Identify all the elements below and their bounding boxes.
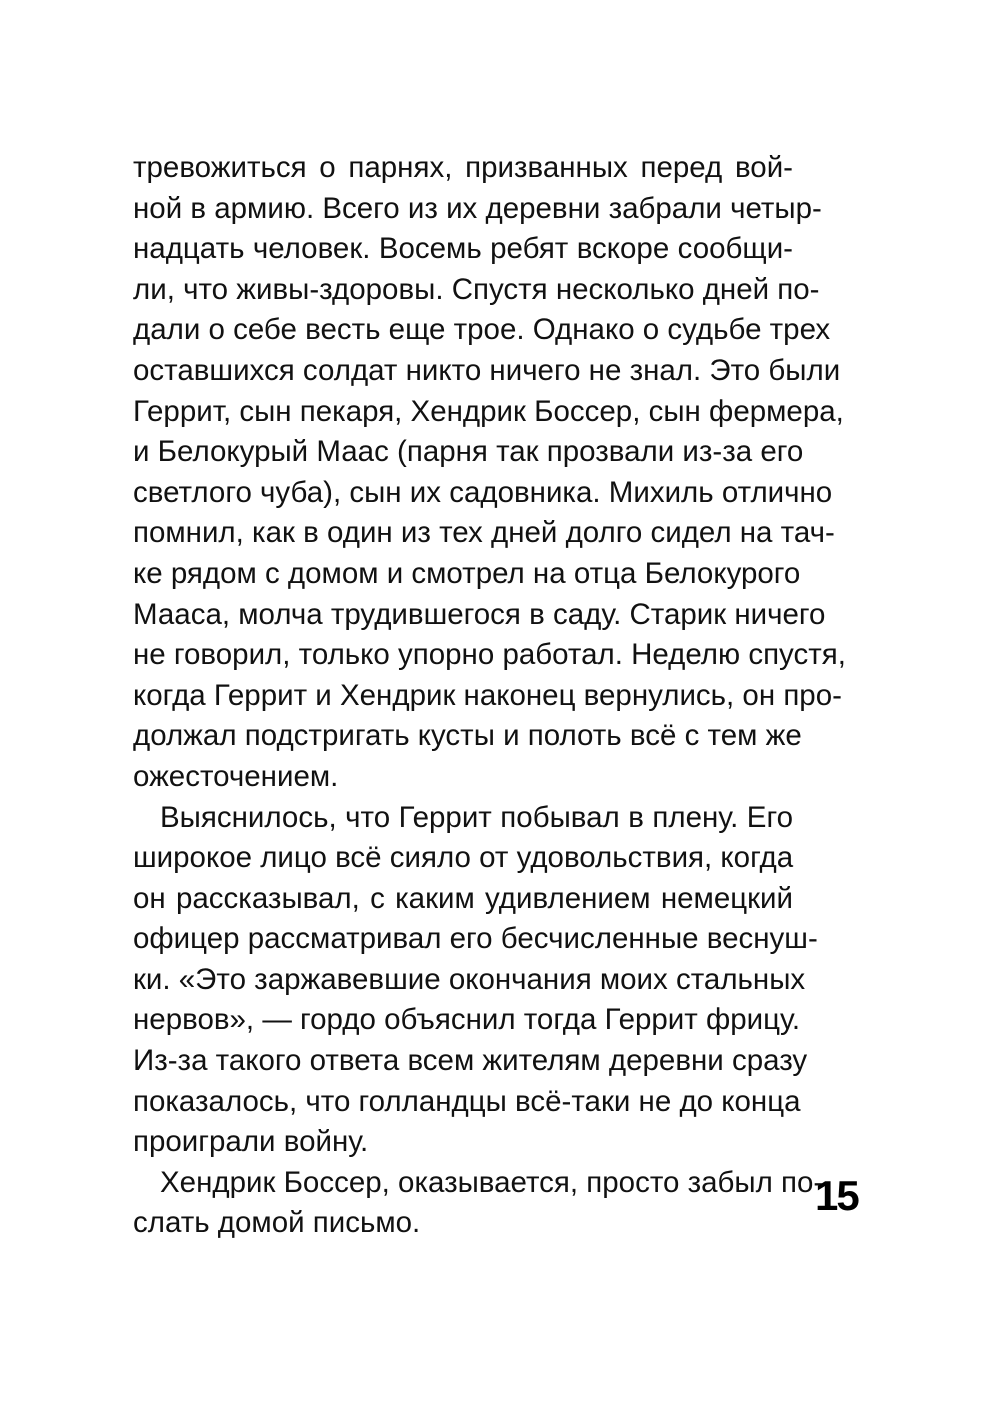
text-line: Геррит, сын пекаря, Хендрик Боссер, сын фермера,	[133, 394, 844, 428]
text-line: должал подстригать кусты и полоть всё с тем же	[133, 719, 802, 753]
text-line: ке рядом с домом и смотрел на отца Белокурого	[133, 556, 801, 590]
text-line: офицер рассматривал его бесчисленные веснуш-	[133, 922, 818, 956]
text-line: ли, что живы-здоровы. Спустя несколько дней по-	[133, 272, 820, 306]
text-line: когда Геррит и Хендрик наконец вернулись, он про-	[133, 678, 842, 712]
text-line: Выяснилось, что Геррит побывал в плену. Его	[160, 800, 793, 834]
paragraph-2	[133, 798, 818, 1163]
text-line: Хендрик Боссер, оказывается, просто забыл по-	[160, 1165, 824, 1199]
text-line: проиграли войну.	[133, 1125, 369, 1159]
text-line: и Белокурый Маас (парня так прозвали из-за его	[133, 435, 804, 469]
text-line: Мааса, молча трудившегося в саду. Старик ничего	[133, 597, 826, 631]
paragraph-3	[133, 1163, 824, 1244]
text-line: нервов», — гордо объяснил тогда Геррит фрицу.	[133, 1003, 801, 1037]
text-line: тревожиться о парнях, призванных перед вой-	[133, 151, 793, 184]
text-line: дали о себе весть еще трое. Однако о судьбе трех	[133, 313, 831, 347]
text-line: оставшихся солдат никто ничего не знал. Это были	[133, 353, 841, 387]
paragraph-1	[133, 148, 846, 798]
text-line: он рассказывал, с каким удивлением немецкий	[133, 881, 793, 915]
text-line: показалось, что голландцы всё-таки не до конца	[133, 1084, 801, 1118]
text-line: ной в армию. Всего из их деревни забрали четыр-	[133, 191, 822, 225]
text-line: ки. «Это заржавевшие окончания моих стальных	[133, 962, 806, 996]
text-line: ожесточением.	[133, 759, 339, 793]
text-line: слать домой письмо.	[133, 1206, 421, 1240]
text-line: помнил, как в один из тех дней долго сидел на тач-	[133, 516, 835, 550]
text-line: Из-за такого ответа всем жителям деревни сразу	[133, 1044, 808, 1078]
text-line: широкое лицо всё сияло от удовольствия, когда	[133, 841, 794, 875]
page-number: 15	[815, 1172, 858, 1219]
text-line: светлого чуба), сын их садовника. Михиль отлично	[133, 475, 833, 509]
text-line: не говорил, только упорно работал. Неделю спустя,	[133, 638, 846, 672]
text-line: надцать человек. Восемь ребят вскоре сообщи-	[133, 232, 793, 266]
